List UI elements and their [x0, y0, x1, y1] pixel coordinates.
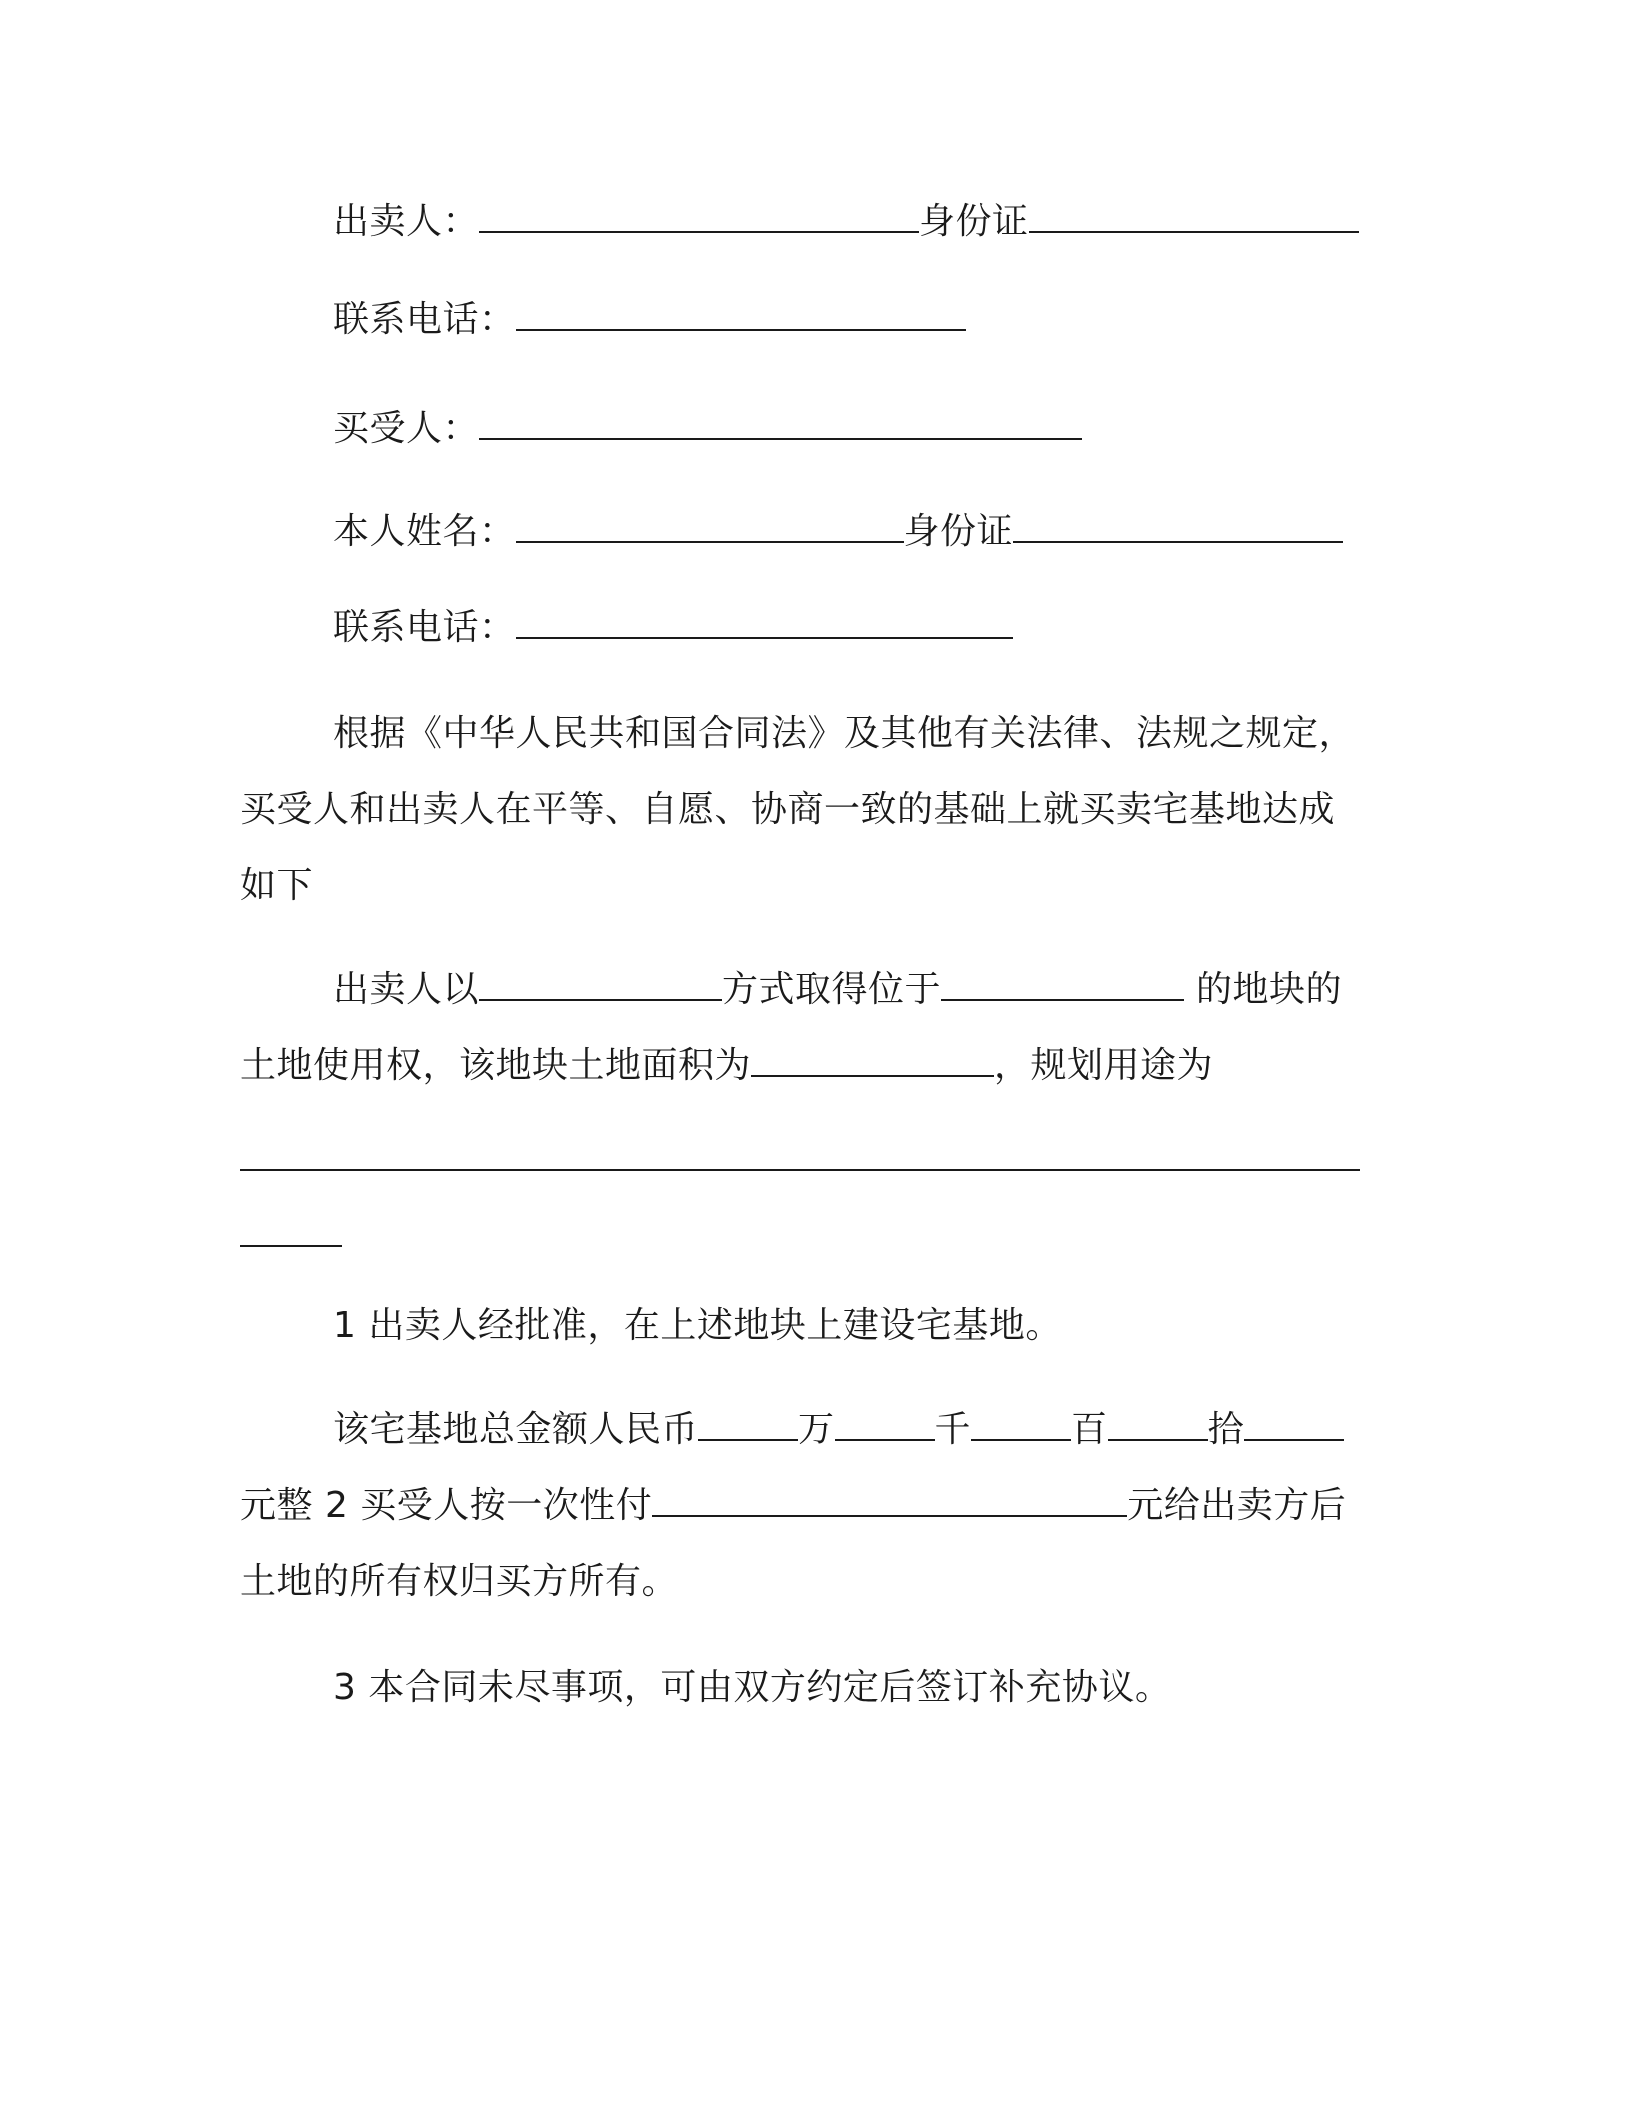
price-line-1 [333, 1406, 1344, 1454]
clause-3: 3 本合同未尽事项，可由双方约定后签订补充协议。 [333, 1667, 1172, 1708]
planned-use-blank-cont[interactable] [240, 1215, 342, 1247]
unit-shi: 拾 [1207, 1409, 1245, 1450]
buyer-phone-line [333, 604, 1013, 652]
price-line-3: 土地的所有权归买方所有。 [240, 1561, 679, 1602]
price-line-2 [240, 1482, 1346, 1530]
seller-label: 出卖人： [333, 201, 480, 242]
land-text-e: ，规划用途为 [994, 1045, 1214, 1086]
seller-id-blank[interactable] [1029, 201, 1359, 233]
price-text-b: 元整 2 买受人按一次性付 [240, 1485, 653, 1526]
intro-line-2: 买受人和出卖人在平等、自愿、协商一致的基础上就买卖宅基地达成 [240, 789, 1336, 830]
planned-use-line-2 [240, 1212, 342, 1260]
planned-use-blank[interactable] [240, 1139, 1360, 1171]
unit-qian: 千 [934, 1409, 972, 1450]
amount-bai-blank[interactable] [971, 1409, 1071, 1441]
seller-name-blank[interactable] [479, 201, 919, 233]
amount-shi-blank[interactable] [1108, 1409, 1208, 1441]
seller-phone-line [333, 296, 966, 344]
buyer-name-line [333, 508, 1343, 556]
price-text-c: 元给出卖方后 [1127, 1485, 1347, 1526]
buyer-id-blank[interactable] [1013, 511, 1343, 543]
buyer-name-label: 本人姓名： [333, 511, 516, 552]
land-text-d: 土地使用权，该地块土地面积为 [240, 1045, 752, 1086]
land-text-c: 的地块的 [1184, 969, 1342, 1010]
land-line-2 [240, 1042, 1213, 1090]
price-text-a: 该宅基地总金额人民币 [333, 1409, 699, 1450]
buyer-phone-label: 联系电话： [333, 607, 516, 648]
amount-qian-blank[interactable] [835, 1409, 935, 1441]
acquisition-method-blank[interactable] [479, 969, 722, 1001]
intro-line-1: 根据《中华人民共和国合同法》及其他有关法律、法规之规定， [333, 713, 1356, 754]
buyer-line [333, 405, 1082, 453]
land-line-1 [333, 966, 1342, 1014]
land-text-a: 出卖人以 [333, 969, 480, 1010]
seller-line [333, 198, 1359, 246]
buyer-label: 买受人： [333, 408, 480, 449]
unit-bai: 百 [1071, 1409, 1108, 1450]
buyer-id-label: 身份证 [903, 511, 1014, 552]
land-text-b: 方式取得位于 [722, 969, 942, 1010]
amount-wan-blank[interactable] [698, 1409, 798, 1441]
amount-yuan-blank[interactable] [1244, 1409, 1344, 1441]
buyer-phone-blank[interactable] [516, 607, 1013, 639]
clause-1: 1 出卖人经批准，在上述地块上建设宅基地。 [333, 1305, 1062, 1346]
buyer-name-blank[interactable] [516, 511, 904, 543]
payment-amount-blank[interactable] [652, 1485, 1127, 1517]
unit-wan: 万 [798, 1409, 835, 1450]
seller-phone-blank[interactable] [516, 299, 966, 331]
seller-id-label: 身份证 [919, 201, 1029, 242]
planned-use-line-1 [240, 1136, 1360, 1184]
location-blank[interactable] [941, 969, 1184, 1001]
buyer-blank[interactable] [479, 408, 1082, 440]
seller-phone-label: 联系电话： [333, 299, 516, 340]
land-area-blank[interactable] [751, 1045, 994, 1077]
intro-line-3: 如下 [240, 865, 314, 906]
